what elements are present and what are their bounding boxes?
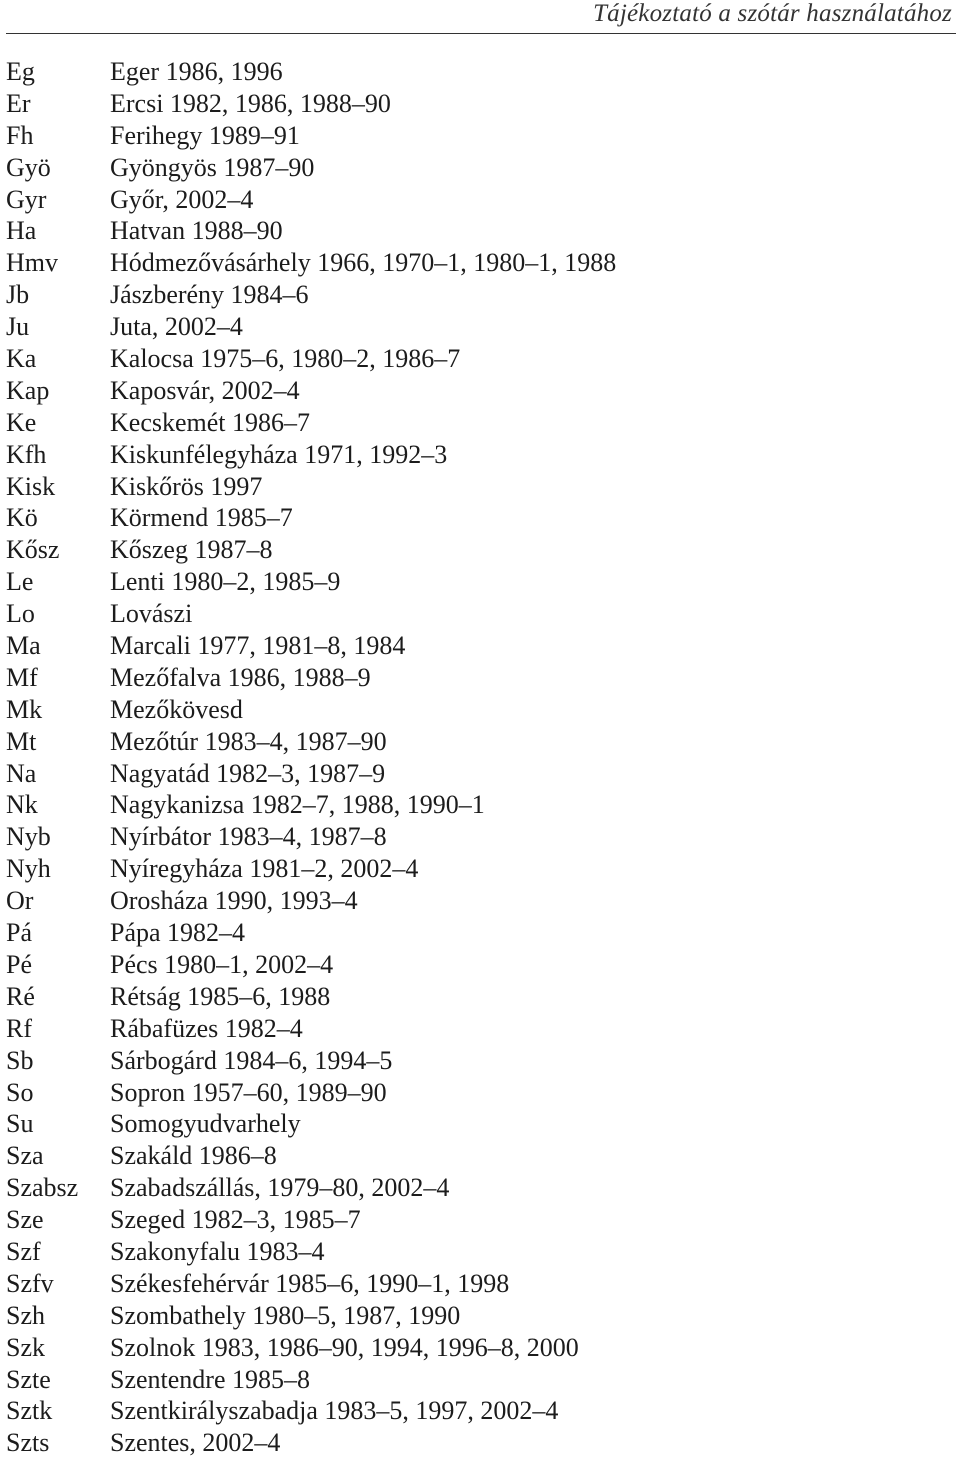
list-item [6, 247, 956, 279]
entry-place: Nagykanizsa 1982–7, 1988, 1990–1 [110, 790, 485, 820]
entry-place: Mezőfalva 1986, 1988–9 [110, 662, 371, 692]
list-item [6, 1013, 956, 1045]
list-item [6, 534, 956, 566]
list-item [6, 502, 956, 534]
entry-place: Szentkirályszabadja 1983–5, 1997, 2002–4 [110, 1396, 559, 1426]
entry-abbreviation: Ma [6, 631, 41, 661]
list-item [6, 1204, 956, 1236]
entry-place: Sopron 1957–60, 1989–90 [110, 1077, 387, 1107]
list-item [6, 439, 956, 471]
list-item [6, 1268, 956, 1300]
entry-place: Somogyudvarhely [110, 1109, 301, 1139]
entry-place: Szakonyfalu 1983–4 [110, 1236, 325, 1266]
entry-abbreviation: Szh [6, 1300, 45, 1330]
entry-abbreviation: Mt [6, 726, 37, 756]
entry-abbreviation: Sb [6, 1045, 34, 1075]
entry-abbreviation: Pé [6, 949, 32, 979]
entry-abbreviation: Mf [6, 662, 38, 692]
entry-abbreviation: Szf [6, 1236, 41, 1266]
entry-place: Mezőkövesd [110, 694, 243, 724]
list-item [6, 789, 956, 821]
list-item [6, 375, 956, 407]
entry-place: Kiskőrös 1997 [110, 471, 263, 501]
list-item [6, 1108, 956, 1140]
header-rule [6, 33, 956, 34]
entry-place: Nyíregyháza 1981–2, 2002–4 [110, 854, 419, 884]
entry-abbreviation: Nyh [6, 854, 51, 884]
list-item [6, 56, 956, 88]
list-item [6, 1045, 956, 1077]
entry-abbreviation: Ré [6, 981, 35, 1011]
entry-abbreviation: Or [6, 886, 34, 916]
list-item [6, 1395, 956, 1427]
entry-abbreviation: Ha [6, 216, 37, 246]
entry-place: Mezőtúr 1983–4, 1987–90 [110, 726, 387, 756]
entry-abbreviation: Sze [6, 1205, 44, 1235]
list-item [6, 1300, 956, 1332]
list-item [6, 758, 956, 790]
list-item [6, 853, 956, 885]
entry-place: Szentendre 1985–8 [110, 1364, 311, 1394]
entry-abbreviation: Gyr [6, 184, 47, 214]
list-item [6, 279, 956, 311]
list-item [6, 981, 956, 1013]
entry-place: Szeged 1982–3, 1985–7 [110, 1205, 361, 1235]
entry-abbreviation: Sza [6, 1141, 44, 1171]
entry-abbreviation: Er [6, 88, 31, 118]
list-item [6, 917, 956, 949]
entry-abbreviation: Ju [6, 312, 30, 342]
entry-place: Lenti 1980–2, 1985–9 [110, 567, 341, 597]
entry-abbreviation: Kisk [6, 471, 56, 501]
list-item [6, 1077, 956, 1109]
entry-abbreviation: Sztk [6, 1396, 53, 1426]
entry-place: Juta, 2002–4 [110, 312, 243, 342]
entry-place: Jászberény 1984–6 [110, 280, 309, 310]
entry-abbreviation: Le [6, 567, 34, 597]
list-item [6, 1332, 956, 1364]
list-item [6, 152, 956, 184]
entry-abbreviation: Su [6, 1109, 34, 1139]
list-item [6, 120, 956, 152]
list-item [6, 885, 956, 917]
list-item [6, 215, 956, 247]
entry-place: Eger 1986, 1996 [110, 57, 283, 86]
list-item [6, 184, 956, 216]
entry-abbreviation: Kap [6, 375, 50, 405]
entry-abbreviation: Kősz [6, 535, 60, 565]
list-item [6, 1364, 956, 1396]
entry-place: Nyírbátor 1983–4, 1987–8 [110, 822, 387, 852]
entry-abbreviation: Jb [6, 280, 30, 310]
list-item [6, 407, 956, 439]
list-item [6, 1140, 956, 1172]
entry-place: Szakáld 1986–8 [110, 1141, 277, 1171]
entry-place: Gyöngyös 1987–90 [110, 152, 315, 182]
entry-abbreviation: Mk [6, 694, 43, 724]
entry-abbreviation: Kfh [6, 439, 47, 469]
entry-abbreviation: Na [6, 758, 37, 788]
entry-abbreviation: Hmv [6, 248, 58, 278]
entry-place: Szabadszállás, 1979–80, 2002–4 [110, 1173, 450, 1203]
abbreviation-list [6, 56, 956, 1459]
list-item [6, 343, 956, 375]
entry-place: Hatvan 1988–90 [110, 216, 283, 246]
entry-abbreviation: Szabsz [6, 1173, 79, 1203]
entry-abbreviation: So [6, 1077, 34, 1107]
list-item [6, 311, 956, 343]
entry-place: Hódmezővásárhely 1966, 1970–1, 1980–1, 1988 [110, 248, 617, 278]
entry-abbreviation: Rf [6, 1013, 32, 1043]
entry-abbreviation: Nyb [6, 822, 51, 852]
list-item [6, 566, 956, 598]
entry-place: Rábafüzes 1982–4 [110, 1013, 303, 1043]
entry-place: Kecskemét 1986–7 [110, 407, 311, 437]
entry-place: Kaposvár, 2002–4 [110, 375, 300, 405]
list-item [6, 1427, 956, 1459]
list-item [6, 662, 956, 694]
entry-place: Pécs 1980–1, 2002–4 [110, 949, 334, 979]
list-item [6, 88, 956, 120]
entry-abbreviation: Lo [6, 599, 35, 629]
entry-abbreviation: Fh [6, 120, 34, 150]
entry-place: Kiskunfélegyháza 1971, 1992–3 [110, 439, 448, 469]
list-item [6, 471, 956, 503]
list-item [6, 949, 956, 981]
list-item [6, 1172, 956, 1204]
entry-place: Győr, 2002–4 [110, 184, 254, 214]
entry-place: Székesfehérvár 1985–6, 1990–1, 1998 [110, 1268, 510, 1298]
entry-abbreviation: Nk [6, 790, 38, 820]
entry-place: Nagyatád 1982–3, 1987–9 [110, 758, 386, 788]
list-item [6, 630, 956, 662]
entry-place: Ferihegy 1989–91 [110, 120, 300, 150]
entry-place: Kőszeg 1987–8 [110, 535, 273, 565]
list-item [6, 694, 956, 726]
entry-abbreviation: Ka [6, 344, 37, 374]
entry-place: Szentes, 2002–4 [110, 1428, 281, 1458]
list-item [6, 821, 956, 853]
entry-abbreviation: Eg [6, 57, 35, 86]
entry-abbreviation: Szk [6, 1332, 45, 1362]
entry-place: Orosháza 1990, 1993–4 [110, 886, 358, 916]
entry-place: Pápa 1982–4 [110, 918, 246, 948]
entry-abbreviation: Ke [6, 407, 37, 437]
entry-place: Sárbogárd 1984–6, 1994–5 [110, 1045, 393, 1075]
entry-abbreviation: Szfv [6, 1268, 54, 1298]
entry-abbreviation: Szts [6, 1428, 50, 1458]
entry-place: Szombathely 1980–5, 1987, 1990 [110, 1300, 461, 1330]
entry-place: Körmend 1985–7 [110, 503, 293, 533]
list-item [6, 1236, 956, 1268]
entry-place: Marcali 1977, 1981–8, 1984 [110, 631, 406, 661]
entry-place: Kalocsa 1975–6, 1980–2, 1986–7 [110, 344, 461, 374]
entry-abbreviation: Pá [6, 918, 32, 948]
list-item [6, 598, 956, 630]
entry-place: Lovászi [110, 599, 193, 629]
entry-place: Ercsi 1982, 1986, 1988–90 [110, 88, 391, 118]
entry-abbreviation: Gyö [6, 152, 51, 182]
running-head: Tájékoztató a szótár használatához [593, 0, 952, 27]
entry-place: Rétság 1985–6, 1988 [110, 981, 331, 1011]
entry-abbreviation: Kö [6, 503, 38, 533]
entry-abbreviation: Szte [6, 1364, 51, 1394]
list-item [6, 726, 956, 758]
entry-place: Szolnok 1983, 1986–90, 1994, 1996–8, 2000 [110, 1332, 579, 1362]
